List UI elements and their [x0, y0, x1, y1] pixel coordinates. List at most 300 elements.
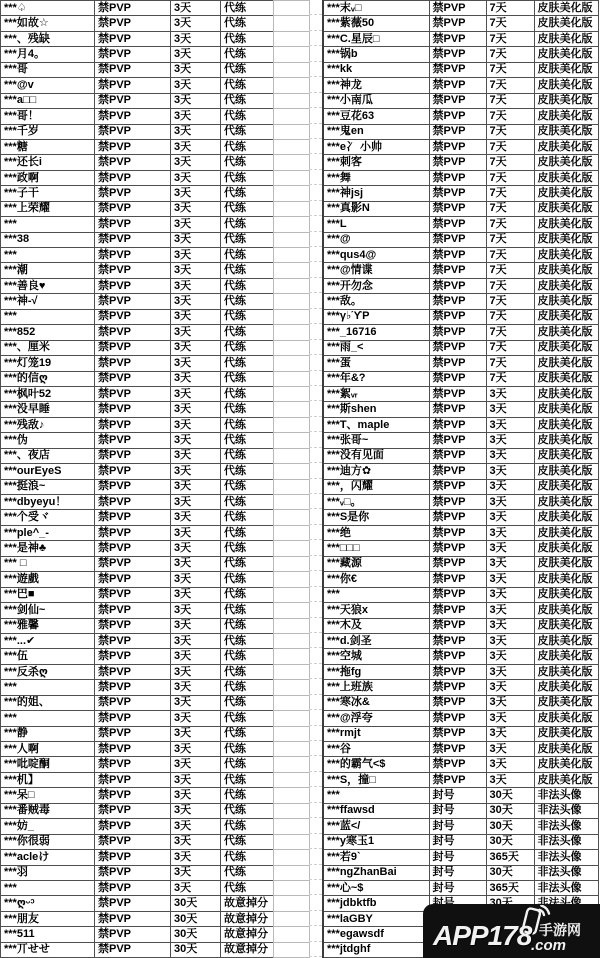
- reason-cell: 皮肤美化版: [534, 603, 598, 618]
- days-cell: 3天: [171, 31, 221, 46]
- days-cell: 3天: [486, 633, 534, 648]
- reason-cell: 非法头像: [534, 850, 598, 865]
- days-cell: 3天: [171, 78, 221, 93]
- days-cell: 3天: [171, 587, 221, 602]
- empty-grid-cell: [274, 834, 310, 849]
- empty-grid-row: [274, 865, 310, 880]
- penalty-cell: 禁PVP: [95, 819, 171, 834]
- empty-grid-row: [274, 880, 310, 895]
- table-row: [1, 371, 274, 386]
- reason-cell: 代练: [221, 757, 274, 772]
- empty-grid-cell: [274, 278, 310, 293]
- days-cell: 3天: [171, 124, 221, 139]
- empty-grid-row: [274, 772, 310, 787]
- table-row: [1, 834, 274, 849]
- player-name-cell: ***e冫 小帅: [323, 139, 429, 154]
- penalty-cell: 禁PVP: [429, 186, 486, 201]
- table-row: [1, 880, 274, 895]
- penalty-cell: 禁PVP: [429, 695, 486, 710]
- table-row: [323, 495, 598, 510]
- days-cell: 3天: [171, 479, 221, 494]
- reason-cell: 非法头像: [534, 788, 598, 803]
- days-cell: 3天: [486, 510, 534, 525]
- table-row: [323, 525, 598, 540]
- player-name-cell: ***绝: [323, 525, 429, 540]
- empty-grid-row: [274, 911, 310, 926]
- empty-grid-cell: [274, 356, 310, 371]
- dashed-grid-row: [309, 216, 322, 231]
- table-row: [1, 417, 274, 432]
- reason-cell: 故意掉分: [221, 911, 274, 926]
- days-cell: 30天: [486, 834, 534, 849]
- days-cell: 7天: [486, 356, 534, 371]
- table-row: [1, 649, 274, 664]
- days-cell: 3天: [171, 325, 221, 340]
- player-name-cell: ***羽: [1, 865, 95, 880]
- table-row: [1, 495, 274, 510]
- penalty-cell: 禁PVP: [429, 603, 486, 618]
- penalty-cell: 禁PVP: [95, 62, 171, 77]
- player-name-cell: ***千岁: [1, 124, 95, 139]
- penalty-cell: 禁PVP: [95, 896, 171, 911]
- days-cell: 7天: [486, 232, 534, 247]
- days-cell: 3天: [486, 711, 534, 726]
- app178-watermark: [423, 904, 600, 958]
- player-name-cell: ***@浮夸: [323, 711, 429, 726]
- reason-cell: 皮肤美化版: [534, 695, 598, 710]
- punishment-table-right: [322, 0, 599, 958]
- empty-grid-cell: [274, 232, 310, 247]
- empty-grid-cell: [274, 248, 310, 263]
- penalty-cell: 禁PVP: [429, 757, 486, 772]
- days-cell: 7天: [486, 109, 534, 124]
- penalty-cell: 禁PVP: [95, 664, 171, 679]
- table-row: [1, 711, 274, 726]
- player-name-cell: ***38: [1, 232, 95, 247]
- empty-grid-cell: [274, 819, 310, 834]
- dashed-grid-row: [309, 818, 322, 833]
- table-row: [1, 680, 274, 695]
- empty-grid-cell: [274, 649, 310, 664]
- days-cell: 3天: [171, 495, 221, 510]
- penalty-cell: 禁PVP: [95, 711, 171, 726]
- empty-grid-row: [274, 464, 310, 479]
- empty-grid-row: [274, 788, 310, 803]
- days-cell: 30天: [486, 803, 534, 818]
- empty-grid-row: [274, 479, 310, 494]
- days-cell: 3天: [171, 417, 221, 432]
- player-name-cell: ***: [323, 788, 429, 803]
- reason-cell: 皮肤美化版: [534, 340, 598, 355]
- penalty-cell: 禁PVP: [95, 464, 171, 479]
- reason-cell: 皮肤美化版: [534, 742, 598, 757]
- penalty-cell: 禁PVP: [429, 495, 486, 510]
- punishment-table-right-body: [323, 1, 598, 958]
- dashed-grid-row: [309, 803, 322, 818]
- table-row: [323, 834, 598, 849]
- player-name-cell: ***残敌♪: [1, 417, 95, 432]
- reason-cell: 皮肤美化版: [534, 726, 598, 741]
- empty-grid-row: [274, 294, 310, 309]
- table-row: [1, 850, 274, 865]
- empty-grid-row: [274, 356, 310, 371]
- penalty-cell: 禁PVP: [429, 572, 486, 587]
- empty-grid-cell: [274, 803, 310, 818]
- days-cell: 3天: [171, 633, 221, 648]
- penalty-cell: 禁PVP: [95, 695, 171, 710]
- days-cell: 3天: [486, 742, 534, 757]
- days-cell: 3天: [171, 186, 221, 201]
- days-cell: 7天: [486, 201, 534, 216]
- empty-grid-row: [274, 217, 310, 232]
- player-name-cell: ***qus4@: [323, 248, 429, 263]
- table-row: [323, 556, 598, 571]
- penalty-cell: 禁PVP: [95, 201, 171, 216]
- table-row: [1, 1, 274, 16]
- player-name-cell: ***蓝</: [323, 819, 429, 834]
- table-row: [1, 525, 274, 540]
- days-cell: 3天: [486, 618, 534, 633]
- reason-cell: 代练: [221, 124, 274, 139]
- dashed-grid-row: [309, 880, 322, 895]
- penalty-cell: 禁PVP: [95, 742, 171, 757]
- table-row: [1, 633, 274, 648]
- days-cell: 3天: [171, 371, 221, 386]
- penalty-cell: 禁PVP: [429, 772, 486, 787]
- penalty-cell: 禁PVP: [95, 356, 171, 371]
- reason-cell: 故意掉分: [221, 896, 274, 911]
- days-cell: 7天: [486, 78, 534, 93]
- empty-grid-cell: [274, 788, 310, 803]
- days-cell: 3天: [171, 386, 221, 401]
- reason-cell: 皮肤美化版: [534, 479, 598, 494]
- table-row: [1, 294, 274, 309]
- reason-cell: 皮肤美化版: [534, 664, 598, 679]
- days-cell: 3天: [171, 356, 221, 371]
- table-row: [323, 742, 598, 757]
- empty-grid-cell: [274, 386, 310, 401]
- penalty-cell: 禁PVP: [429, 93, 486, 108]
- days-cell: 3天: [171, 803, 221, 818]
- dashed-grid-row: [309, 93, 322, 108]
- dashed-grid-row: [309, 247, 322, 262]
- reason-cell: 代练: [221, 834, 274, 849]
- empty-grid-row: [274, 386, 310, 401]
- player-name-cell: ***: [1, 309, 95, 324]
- table-row: [1, 47, 274, 62]
- days-cell: 3天: [486, 495, 534, 510]
- penalty-cell: 禁PVP: [95, 525, 171, 540]
- penalty-cell: 禁PVP: [429, 31, 486, 46]
- empty-grid-cell: [274, 865, 310, 880]
- reason-cell: 代练: [221, 649, 274, 664]
- empty-grid-cell: [274, 942, 310, 957]
- player-name-cell: ***ngZhanBai: [323, 865, 429, 880]
- penalty-cell: 封号: [429, 880, 486, 895]
- player-name-cell: ***年&?: [323, 371, 429, 386]
- dashed-grid-row: [309, 695, 322, 710]
- reason-cell: 代练: [221, 479, 274, 494]
- dashed-grid-row: [309, 633, 322, 648]
- reason-cell: 代练: [221, 78, 274, 93]
- player-name-cell: ***番贼毒: [1, 803, 95, 818]
- days-cell: 3天: [171, 217, 221, 232]
- reason-cell: 皮肤美化版: [534, 772, 598, 787]
- table-row: [1, 942, 274, 957]
- player-name-cell: ***...✔: [1, 633, 95, 648]
- table-row: [323, 633, 598, 648]
- player-name-cell: ***S，撞□: [323, 772, 429, 787]
- reason-cell: 皮肤美化版: [534, 263, 598, 278]
- reason-cell: 代练: [221, 417, 274, 432]
- penalty-cell: 禁PVP: [95, 479, 171, 494]
- penalty-cell: 禁PVP: [95, 834, 171, 849]
- empty-grid-row: [274, 819, 310, 834]
- days-cell: 30天: [486, 819, 534, 834]
- dashed-grid-row: [309, 124, 322, 139]
- days-cell: 3天: [171, 742, 221, 757]
- days-cell: 30天: [486, 865, 534, 880]
- penalty-cell: 禁PVP: [429, 124, 486, 139]
- empty-grid-cell: [274, 31, 310, 46]
- empty-grid-cell: [274, 695, 310, 710]
- reason-cell: 代练: [221, 587, 274, 602]
- reason-cell: 代练: [221, 402, 274, 417]
- penalty-cell: 封号: [429, 865, 486, 880]
- days-cell: 3天: [171, 139, 221, 154]
- days-cell: 3天: [171, 16, 221, 31]
- days-cell: 3天: [171, 772, 221, 787]
- dashed-grid-row: [309, 340, 322, 355]
- days-cell: 3天: [171, 819, 221, 834]
- punishment-table-left-body: [1, 1, 274, 958]
- dashed-grid-row: [309, 756, 322, 771]
- days-cell: 3天: [171, 880, 221, 895]
- table-row: [1, 93, 274, 108]
- days-cell: 3天: [486, 417, 534, 432]
- table-row: [323, 803, 598, 818]
- days-cell: 3天: [486, 541, 534, 556]
- table-row: [323, 278, 598, 293]
- player-name-cell: ***拖fg: [323, 664, 429, 679]
- reason-cell: 非法头像: [534, 803, 598, 818]
- table-row: [323, 726, 598, 741]
- empty-grid-row: [274, 603, 310, 618]
- days-cell: 3天: [486, 402, 534, 417]
- empty-grid-cell: [274, 464, 310, 479]
- dashed-grid-row: [309, 664, 322, 679]
- reason-cell: 代练: [221, 248, 274, 263]
- reason-cell: 皮肤美化版: [534, 170, 598, 185]
- empty-grid-cell: [274, 93, 310, 108]
- dashed-grid-row: [309, 849, 322, 864]
- player-name-cell: ***: [1, 880, 95, 895]
- days-cell: 3天: [171, 263, 221, 278]
- reason-cell: 皮肤美化版: [534, 294, 598, 309]
- reason-cell: 代练: [221, 880, 274, 895]
- player-name-cell: ***空城: [323, 649, 429, 664]
- table-row: [323, 433, 598, 448]
- days-cell: 3天: [486, 433, 534, 448]
- table-row: [1, 356, 274, 371]
- empty-grid-cell: [274, 448, 310, 463]
- player-name-cell: ***心~$: [323, 880, 429, 895]
- penalty-cell: 禁PVP: [95, 170, 171, 185]
- empty-grid-row: [274, 124, 310, 139]
- reason-cell: 代练: [221, 525, 274, 540]
- empty-grid-row: [274, 850, 310, 865]
- player-name-cell: ***、夜店: [1, 448, 95, 463]
- reason-cell: 皮肤美化版: [534, 47, 598, 62]
- empty-grid-cell: [274, 556, 310, 571]
- penalty-cell: 禁PVP: [95, 93, 171, 108]
- player-name-cell: ***月4。: [1, 47, 95, 62]
- days-cell: 3天: [486, 556, 534, 571]
- empty-grid-row: [274, 541, 310, 556]
- empty-grid-cell: [274, 402, 310, 417]
- empty-grid-row: [274, 510, 310, 525]
- player-name-cell: ***天狼x: [323, 603, 429, 618]
- penalty-cell: 禁PVP: [95, 278, 171, 293]
- dashed-grid-row: [309, 741, 322, 756]
- player-name-cell: ***子干: [1, 186, 95, 201]
- player-name-cell: ***木及: [323, 618, 429, 633]
- player-name-cell: ***真影N: [323, 201, 429, 216]
- empty-grid-row: [274, 927, 310, 942]
- table-row: [1, 16, 274, 31]
- player-name-cell: ***妨_: [1, 819, 95, 834]
- days-cell: 3天: [171, 850, 221, 865]
- table-row: [323, 124, 598, 139]
- table-row: [1, 170, 274, 185]
- penalty-cell: 禁PVP: [95, 448, 171, 463]
- table-row: [323, 572, 598, 587]
- days-cell: 30天: [171, 911, 221, 926]
- table-row: [1, 278, 274, 293]
- penalty-cell: 禁PVP: [95, 803, 171, 818]
- penalty-cell: 禁PVP: [429, 386, 486, 401]
- player-name-cell: ***jtdghf: [323, 942, 429, 957]
- table-row: [1, 139, 274, 154]
- penalty-cell: 禁PVP: [95, 633, 171, 648]
- dashed-grid-row: [309, 571, 322, 586]
- player-name-cell: ***鬼en: [323, 124, 429, 139]
- empty-grid-cell: [274, 525, 310, 540]
- penalty-cell: 禁PVP: [95, 139, 171, 154]
- empty-grid-row: [274, 402, 310, 417]
- table-row: [1, 618, 274, 633]
- days-cell: 3天: [171, 93, 221, 108]
- table-row: [323, 294, 598, 309]
- days-cell: 7天: [486, 16, 534, 31]
- table-row: [1, 911, 274, 926]
- days-cell: 3天: [171, 834, 221, 849]
- table-row: [323, 757, 598, 772]
- dashed-grid-row: [309, 540, 322, 555]
- reason-cell: 代练: [221, 556, 274, 571]
- penalty-cell: 封号: [429, 788, 486, 803]
- days-cell: 3天: [171, 248, 221, 263]
- dashed-grid-row: [309, 46, 322, 61]
- penalty-cell: 禁PVP: [429, 541, 486, 556]
- empty-grid-cell: [274, 587, 310, 602]
- table-row: [1, 726, 274, 741]
- days-cell: 7天: [486, 1, 534, 16]
- days-cell: 7天: [486, 139, 534, 154]
- dashed-grid-row: [309, 232, 322, 247]
- dashed-grid-row: [309, 448, 322, 463]
- days-cell: 7天: [486, 263, 534, 278]
- penalty-cell: 禁PVP: [429, 294, 486, 309]
- penalty-cell: 禁PVP: [95, 880, 171, 895]
- dashed-grid-row: [309, 31, 322, 46]
- table-row: [323, 201, 598, 216]
- penalty-cell: 禁PVP: [429, 1, 486, 16]
- table-row: [323, 371, 598, 386]
- dashed-grid-row: [309, 355, 322, 370]
- table-row: [1, 927, 274, 942]
- reason-cell: 代练: [221, 819, 274, 834]
- table-row: [1, 155, 274, 170]
- player-name-cell: ***@v: [1, 78, 95, 93]
- days-cell: 3天: [171, 541, 221, 556]
- player-name-cell: ***末ᵥ□: [323, 1, 429, 16]
- player-name-cell: ***挺浪~: [1, 479, 95, 494]
- player-name-cell: ***灯笼19: [1, 356, 95, 371]
- reason-cell: 代练: [221, 1, 274, 16]
- table-row: [1, 896, 274, 911]
- penalty-cell: 禁PVP: [95, 78, 171, 93]
- days-cell: 3天: [171, 865, 221, 880]
- reason-cell: 非法头像: [534, 865, 598, 880]
- table-row: [323, 711, 598, 726]
- penalty-cell: 禁PVP: [95, 603, 171, 618]
- reason-cell: 故意掉分: [221, 927, 274, 942]
- table-row: [323, 16, 598, 31]
- penalty-cell: 禁PVP: [95, 263, 171, 278]
- days-cell: 30天: [171, 927, 221, 942]
- player-name-cell: ***舞: [323, 170, 429, 185]
- reason-cell: 皮肤美化版: [534, 386, 598, 401]
- player-name-cell: ***ple^_-: [1, 525, 95, 540]
- empty-grid-cell: [274, 186, 310, 201]
- table-row: [323, 248, 598, 263]
- player-name-cell: ***神-√: [1, 294, 95, 309]
- empty-grid-cell: [274, 603, 310, 618]
- reason-cell: 代练: [221, 433, 274, 448]
- days-cell: 3天: [486, 664, 534, 679]
- player-name-cell: ***哥: [1, 62, 95, 77]
- reason-cell: 皮肤美化版: [534, 93, 598, 108]
- penalty-cell: 禁PVP: [429, 340, 486, 355]
- table-row: [323, 664, 598, 679]
- player-name-cell: ***C.星辰□: [323, 31, 429, 46]
- penalty-cell: 封号: [429, 819, 486, 834]
- player-name-cell: ***egawsdf: [323, 927, 429, 942]
- reason-cell: 代练: [221, 448, 274, 463]
- dashed-grid-row: [309, 509, 322, 524]
- days-cell: 3天: [171, 572, 221, 587]
- empty-grid-cell: [274, 201, 310, 216]
- empty-grid-row: [274, 649, 310, 664]
- penalty-cell: 禁PVP: [429, 78, 486, 93]
- reason-cell: 代练: [221, 633, 274, 648]
- dashed-grid-row: [309, 479, 322, 494]
- player-name-cell: *** □: [1, 556, 95, 571]
- days-cell: 3天: [486, 726, 534, 741]
- empty-grid-row: [274, 803, 310, 818]
- empty-grid-cell: [274, 433, 310, 448]
